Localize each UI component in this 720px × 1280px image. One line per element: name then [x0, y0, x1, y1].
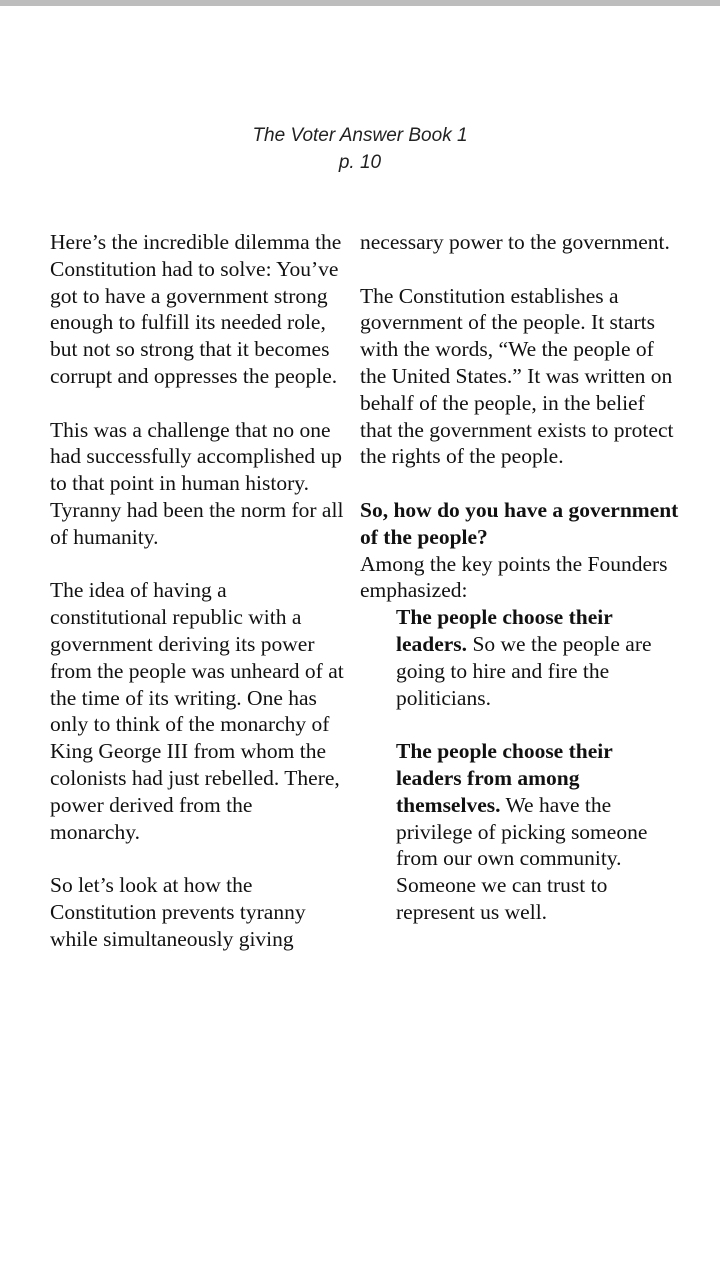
paragraph: Here’s the incredible dilemma the Constitution had to solve: You’ve got to have a government strong enough to fulfill its needed role, but not so strong that it becomes corrupt and oppresses the people. — [50, 230, 342, 388]
top-status-strip — [0, 0, 720, 6]
paragraph: The idea of having a constitutional republic with a government deriving its power from the people was unheard of at the time of its writing. One has only to think of the monarchy of King George III from whom the colonists had just rebelled. There, power derived from the monarchy. — [50, 578, 344, 844]
key-point-title: The people choose their leaders. — [396, 605, 613, 656]
right-column — [360, 229, 680, 926]
key-point — [360, 738, 680, 926]
paragraph: This was a challenge that no one had successfully accomplished up to that point in human history. Tyranny had been the norm for all of humanity. — [50, 417, 344, 549]
key-point-title: The people choose their leaders from among themselves. — [396, 739, 613, 817]
paragraph: So let’s look at how the Constitution prevents tyranny while simultaneously giving — [50, 873, 306, 951]
key-point — [360, 604, 680, 711]
key-point-text: We have the privilege of picking someone from our own community. Someone we can trust to represent us well. — [396, 792, 648, 924]
intro-line: Among the key points the Founders emphasized: — [360, 551, 668, 603]
left-column — [50, 229, 346, 979]
page-number: p. 10 — [338, 152, 382, 173]
section-subheading: So, how do you have a government of the people? — [360, 497, 679, 549]
page-header — [0, 122, 720, 176]
key-point-text: So we the people are going to hire and fire the politicians. — [396, 631, 652, 710]
paragraph: The Constitution establishes a government of the people. It starts with the words, “We the people of the United States.” It was written on behalf of the people, in the belief that the government exists to protect the rights of the people. — [360, 283, 674, 469]
continuation-paragraph: necessary power to the government. — [360, 230, 670, 254]
book-title: The Voter Answer Book 1 — [252, 125, 468, 146]
